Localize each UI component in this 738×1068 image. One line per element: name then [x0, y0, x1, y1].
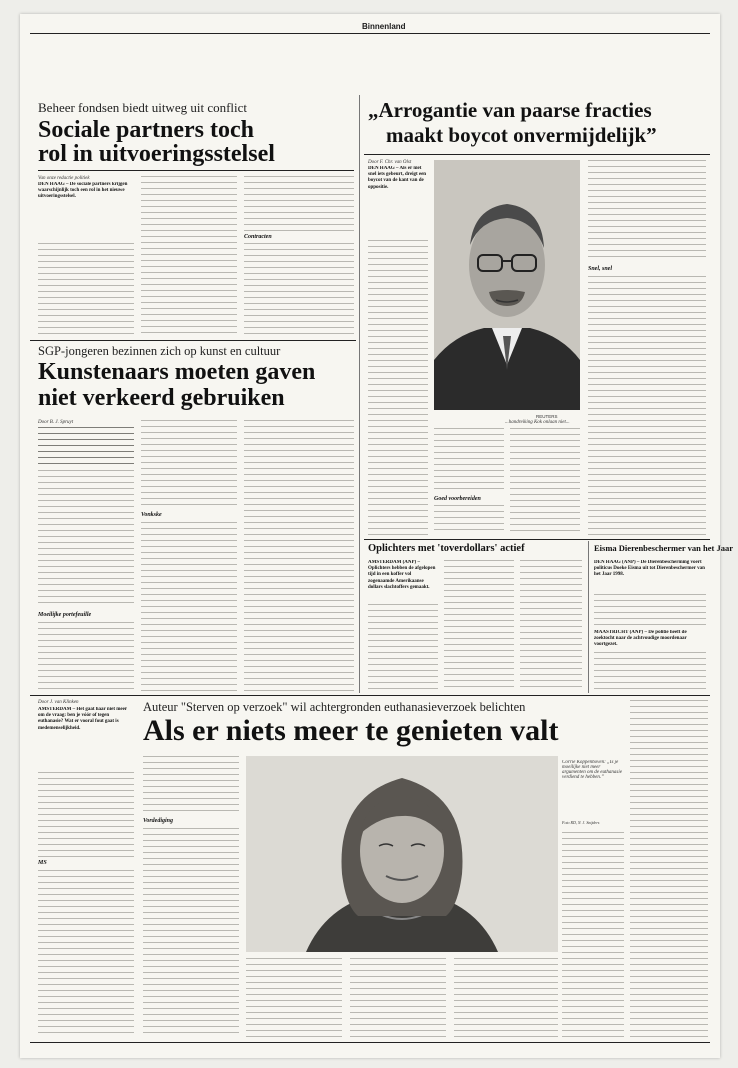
article6-kicker: Auteur "Sterven op verzoek" wil achtergronden euthanasieverzoek belichten: [143, 700, 526, 714]
article2-top-rule: [30, 340, 356, 341]
article2-col1b: [38, 622, 134, 692]
article2-byline: Door B. J. Spruyt: [38, 420, 74, 425]
article6-col5: [562, 832, 624, 1038]
article4-col2: [444, 560, 514, 692]
article3-col1: [368, 240, 428, 535]
article2-col3: [244, 420, 354, 692]
article6-col4b: [454, 958, 558, 1038]
article3-headline-1: „Arrogantie van paarse fracties: [368, 98, 652, 122]
article2-subheading-2: Moeilijke portefeuille: [38, 612, 92, 618]
article5-headline: Eisma Dierenbeschermer van het Jaar: [594, 543, 733, 553]
article3-rule: [364, 154, 710, 155]
article6-subheading-1: MS: [38, 860, 47, 866]
section-label: Binnenland: [362, 22, 406, 31]
article2-lead: [38, 427, 134, 467]
article6-col4a: [350, 958, 446, 1038]
article4-lead: AMSTERDAM (ANP) – Oplichters hebben de afgelopen tijd in een koffer vol zogenaamde Amerikaanse dollars slachtoffers gemaakt.: [368, 560, 436, 590]
article3-headline-2: maakt boycot onvermijdelijk”: [386, 123, 657, 147]
article3-col2b: [434, 505, 504, 535]
article6-photo-credit: Foto RD, N. J. Snijders: [562, 820, 600, 825]
article4-col1: [368, 604, 438, 692]
article6-byline: Door J. van Klinken: [38, 700, 79, 705]
article6-headline: Als er niets meer te genieten valt: [143, 714, 559, 747]
article6-col1b: [38, 870, 134, 1038]
header-rule: [30, 33, 710, 34]
article3-bottom-rule: [364, 539, 710, 540]
article3-col4a: [588, 160, 706, 262]
article1-col2: [141, 176, 237, 338]
article6-lead: AMSTERDAM – Het gaat haar niet meer om de vraag: ben je vóór of tegen euthanasie? Wat er vooral fout gaat is medemenselijkheid.: [38, 707, 127, 731]
article6-col3: [246, 958, 342, 1038]
article3-subheading-2: Goed voorbereiden: [434, 496, 481, 502]
article2-col2b: [141, 522, 237, 692]
article2-subheading-1: Vonkske: [141, 512, 162, 518]
man-portrait-image: [434, 160, 580, 410]
article6-photo-caption: Corrie Koppenhoven: „Is je moeilijke niet meer argumenten om de euthanasie verdiend te hebben.”: [562, 760, 622, 780]
woman-portrait-image: [246, 756, 558, 952]
article3-photo-caption: ...handreiking Kok onlaan niet...: [505, 420, 570, 425]
article1-kicker: Beheer fondsen biedt uitweg uit conflict: [38, 100, 248, 115]
woman-photo: [246, 756, 558, 952]
article1-headline-2: rol in uitvoeringsstelsel: [38, 141, 275, 167]
article4-col3: [520, 560, 582, 692]
article1-col3a: [244, 176, 354, 231]
article5-lead: DEN HAAG (ANP) – De Dierenbescherming voert politicus Doeke Eisma uit tot Dierenbeschermer van het Jaar 1998.: [594, 560, 705, 578]
article1-rule: [38, 170, 354, 171]
article1-lead: DEN HAAG – De sociale partners krijgen waarschijnlijk toch een rol in het nieuwe uitvoeringsstelsel.: [38, 182, 128, 200]
article6-col6: [630, 700, 708, 1038]
article3-lead: DEN HAAG – Als er niet snel iets gebeurt, dreigt een boycot van de kant van de oppositie.: [368, 166, 427, 190]
article6-col2a: [143, 756, 239, 816]
article2-col1a: [38, 470, 134, 608]
article4-headline: Oplichters met 'toverdollars' actief: [368, 543, 525, 554]
article3-byline: Door F. Chr. van Olst: [368, 160, 412, 165]
article2-headline-2: niet verkeerd gebruiken: [38, 385, 285, 411]
middle-rule: [30, 695, 710, 696]
article5-divider: [588, 541, 589, 693]
article5-col: [594, 594, 706, 626]
footer-rule: [30, 1042, 710, 1043]
article6-subheading-2: Vordediging: [143, 818, 174, 824]
article6-col2b: [143, 828, 239, 1038]
column-divider: [359, 95, 360, 693]
article3-subheading-1: Snel, snel: [588, 266, 613, 272]
article3-photo-credit: REUTERS: [536, 414, 558, 419]
article3-col4b: [588, 276, 706, 535]
article6-col1a: [38, 772, 134, 857]
article1-byline: Van onze redactie politiek: [38, 176, 90, 181]
article1-headline-1: Sociale partners toch: [38, 117, 254, 143]
article5-brief: MAASTRICHT (ANP) – De politie heeft de zoektocht naar de achtvoudige moordenaar voortgezet.: [594, 630, 687, 648]
article1-subheading: Contracten: [244, 234, 272, 240]
article1-col3b: [244, 243, 354, 338]
article3-col3: [510, 428, 580, 535]
article2-kicker: SGP-jongeren bezinnen zich op kunst en cultuur: [38, 344, 281, 358]
article2-col2a: [141, 420, 237, 508]
article2-headline-1: Kunstenaars moeten gaven: [38, 359, 316, 385]
portrait-photo: [434, 160, 580, 410]
article1-col1: [38, 243, 134, 338]
article3-col2a: [434, 428, 504, 492]
article5-brief-text: [594, 652, 706, 692]
